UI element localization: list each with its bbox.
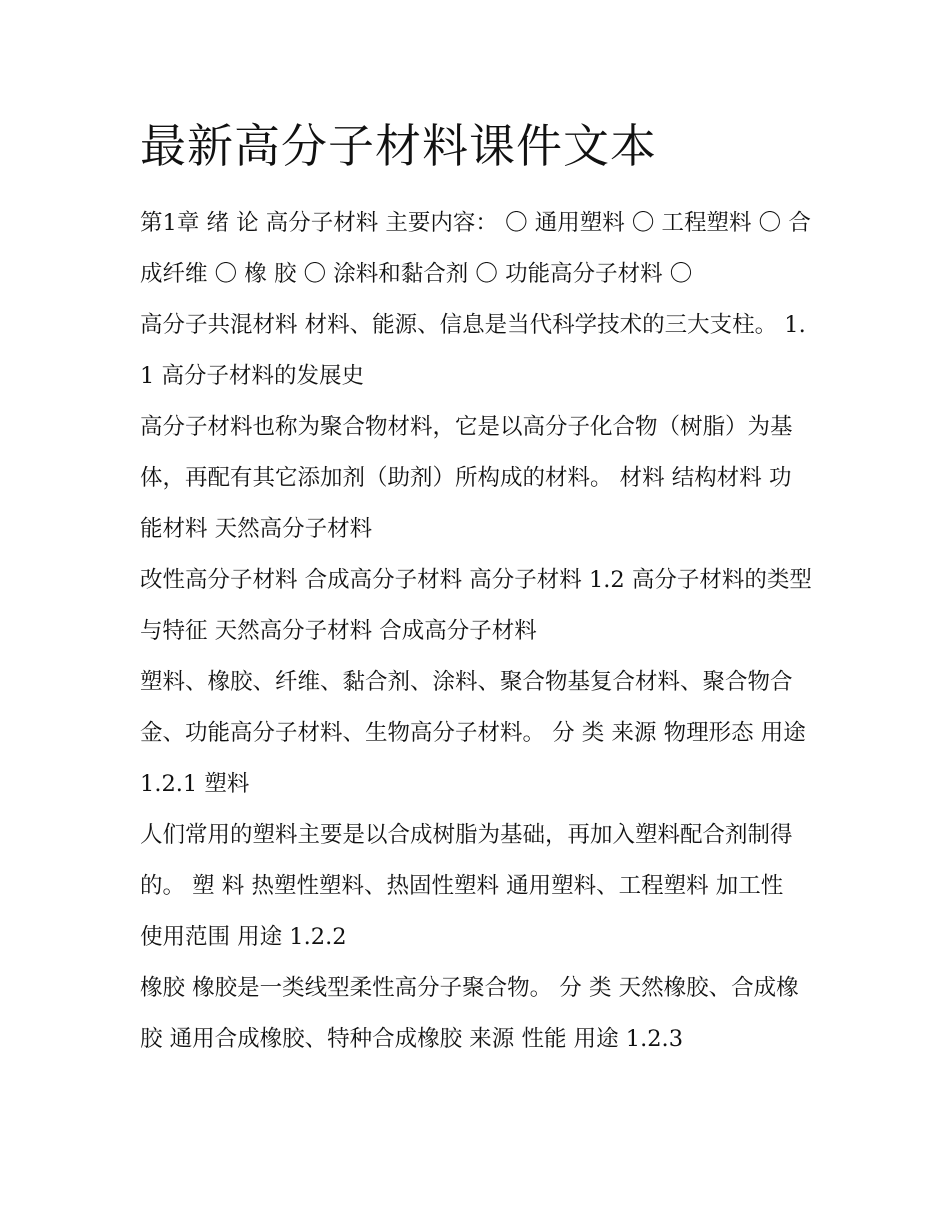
paragraph: 改性高分子材料 合成高分子材料 高分子材料 1.2 高分子材料的类型与特征 天然高分子材料 合成高分子材料 [140, 567, 812, 644]
paragraph: 第1章 绪 论 高分子材料 主要内容： 〇 通用塑料 〇 工程塑料 〇 合成纤维 〇 橡 胶 〇 涂料和黏合剂 〇 功能高分子材料 〇 [140, 210, 811, 287]
paragraph: 塑料、橡胶、纤维、黏合剂、涂料、聚合物基复合材料、聚合物合金、功能高分子材料、生物高分子材料。 分 类 来源 物理形态 用途 1.2.1 塑料 [140, 669, 806, 797]
paragraph: 高分子材料也称为聚合物材料，它是以高分子化合物（树脂）为基体，再配有其它添加剂（助剂）所构成的材料。 材料 结构材料 功能材料 天然高分子材料 [140, 414, 793, 542]
paragraph: 人们常用的塑料主要是以合成树脂为基础，再加入塑料配合剂制得的。 塑 料 热塑性塑料、热固性塑料 通用塑料、工程塑料 加工性 使用范围 用途 1.2.2 [140, 822, 793, 950]
paragraph: 高分子共混材料 材料、能源、信息是当代科学技术的三大支柱。 1.1 高分子材料的发展史 [140, 312, 806, 389]
document-body [140, 198, 812, 1065]
document-title: 最新高分子材料课件文本 [140, 119, 657, 173]
paragraph: 橡胶 橡胶是一类线型柔性高分子聚合物。 分 类 天然橡胶、合成橡胶 通用合成橡胶、特种合成橡胶 来源 性能 用途 1.2.3 [140, 975, 799, 1052]
